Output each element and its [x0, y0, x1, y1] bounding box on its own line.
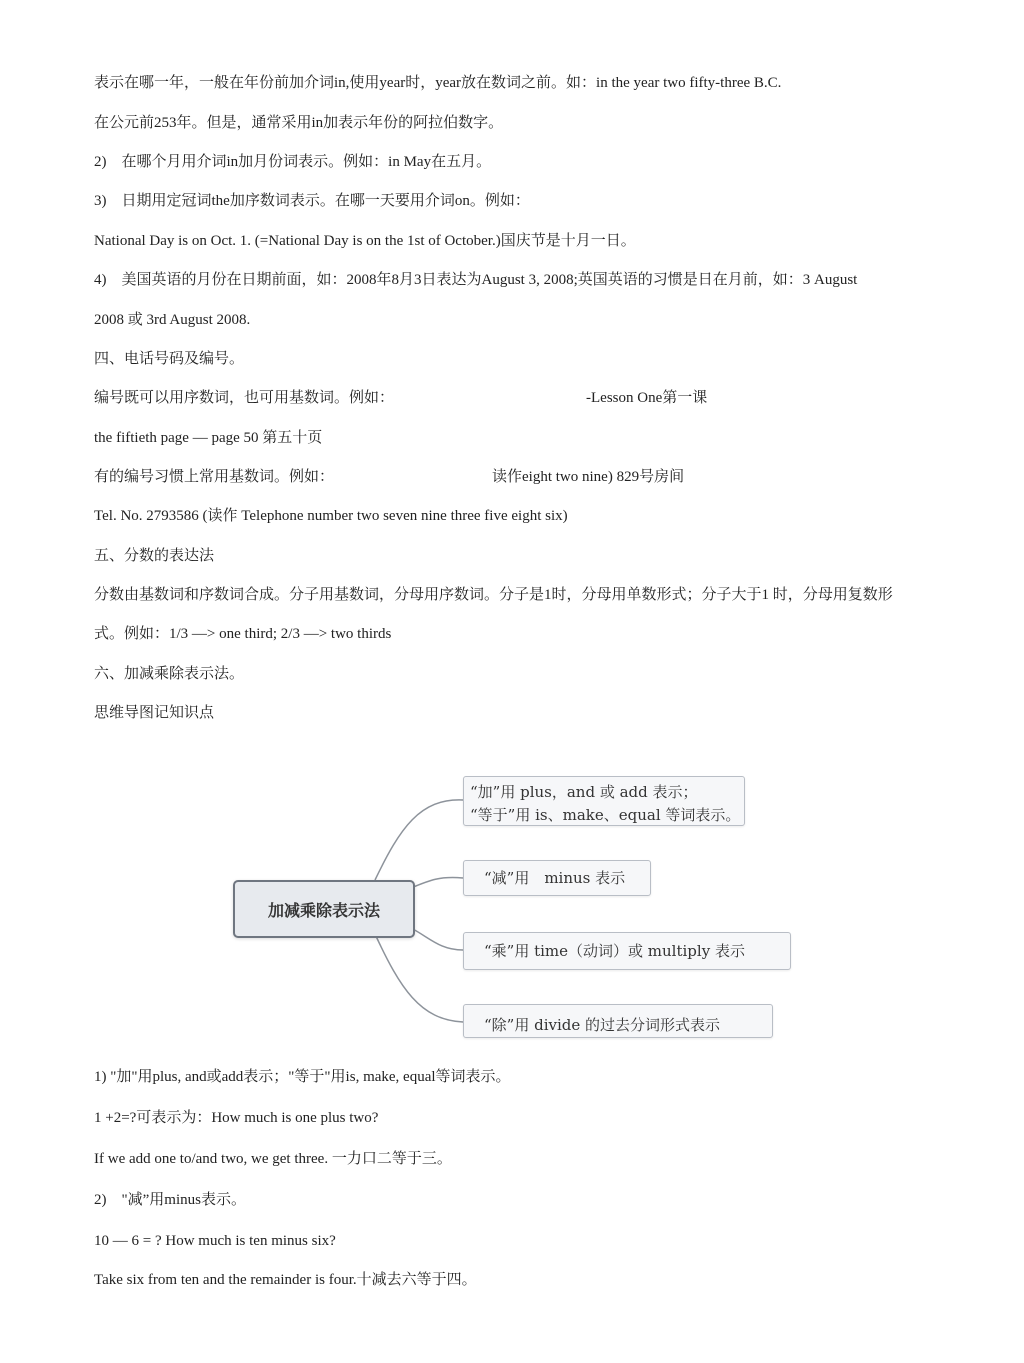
node-text: “减”用 minus 表示	[484, 869, 626, 887]
mind-map-node-multiply	[463, 932, 791, 970]
connector-line	[375, 800, 463, 880]
text-line: 10 — 6 = ? How much is ten minus six?	[94, 1233, 336, 1249]
node-text: “乘”用 time（动词）或 multiply 表示	[484, 942, 745, 960]
text-line: 2) "减”用minus表示。	[94, 1192, 246, 1208]
text-line: 2008 或 3rd August 2008.	[94, 312, 251, 328]
text-line: 表示在哪一年，一般在年份前加介词in,使用year时，year放在数词之前。如：in the year two fifty-three B.C.	[94, 75, 782, 91]
text-line: the fiftieth page — page 50 第五十页	[94, 430, 323, 446]
text-line: 2) 在哪个月用介词in加月份词表示。例如：in May在五月。	[94, 154, 492, 170]
section-heading: 五、分数的表达法	[94, 548, 215, 564]
node-text: “除”用 divide 的过去分词形式表示	[484, 1016, 721, 1034]
mind-map-node-divide	[463, 1004, 773, 1038]
connector-line	[375, 934, 463, 1022]
mind-map-node-plus	[463, 776, 745, 826]
connector-line	[411, 877, 463, 888]
text-line: 有的编号习惯上常用基数词。例如：	[94, 469, 335, 485]
text-line: 4) 美国英语的月份在日期前面，如：2008年8月3日表达为August 3, 2008;英国英语的习惯是日在月前，如：3 August	[94, 272, 858, 288]
text-line: 分数由基数词和序数词合成。分子用基数词，分母用序数词。分子是1时，分母用单数形式；分子大于1 时，分母用复数形	[94, 587, 893, 603]
text-line: National Day is on Oct. 1. (=National Day is on the 1st of October.)国庆节是十月一日。	[94, 233, 636, 249]
text-line: 3) 日期用定冠词the加序数词表示。在哪一天要用介词on。例如：	[94, 193, 530, 209]
mind-map-node-minus	[463, 860, 651, 896]
connector-line	[411, 928, 463, 950]
text-line: Tel. No. 2793586 (读作 Telephone number two seven nine three five eight six)	[94, 508, 568, 524]
text-line: 编号既可以用序数词，也可用基数词。例如：	[94, 390, 395, 406]
text-line: 1 +2=?可表示为：How much is one plus two?	[94, 1110, 379, 1126]
section-heading: 四、电话号码及编号。	[94, 351, 245, 367]
text-line: 思维导图记知识点	[94, 705, 215, 721]
node-text: “等于”用 is、make、equal 等词表示。	[470, 806, 741, 824]
text-line: 1) "加"用plus, and或add表示；"等于"用is, make, equal等词表示。	[94, 1069, 511, 1085]
text-line: 在公元前253年。但是，通常采用in加表示年份的阿拉伯数字。	[94, 115, 504, 131]
section-heading: 六、加减乘除表示法。	[94, 666, 245, 682]
text-line: -Lesson One第一课	[586, 390, 708, 406]
mind-map-center-node: 加减乘除表示法	[233, 880, 415, 938]
text-line: 读作eight two nine) 829号房间	[492, 469, 685, 485]
text-line: 式。例如：1/3 —> one third; 2/3 —> two thirds	[94, 626, 392, 642]
node-text: “加”用 plus，and 或 add 表示；	[470, 783, 698, 801]
text-line: If we add one to/and two, we get three. 一力口二等于三。	[94, 1151, 452, 1167]
mind-map	[225, 768, 800, 1036]
text-line: Take six from ten and the remainder is four.十减去六等于四。	[94, 1272, 477, 1288]
